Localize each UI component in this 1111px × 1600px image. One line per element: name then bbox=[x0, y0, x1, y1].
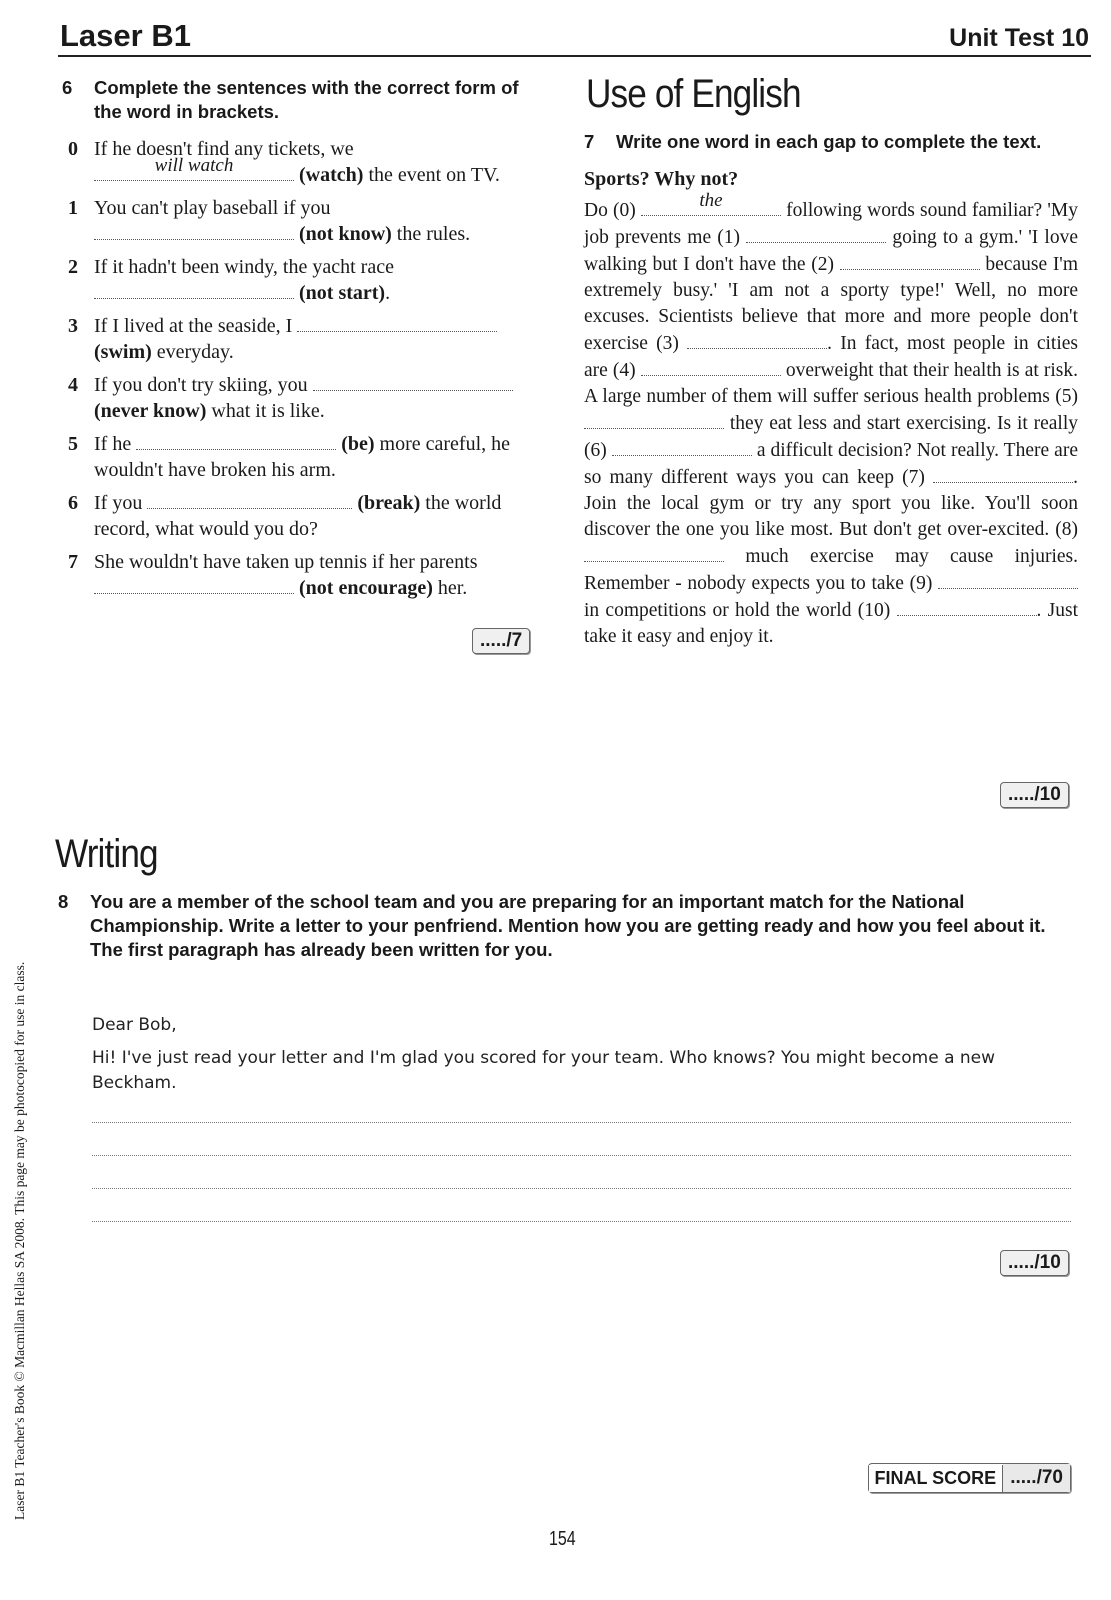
task6-item-7: 7 She wouldn't have taken up tennis if her parents (not encourage) her. bbox=[68, 551, 478, 599]
task6-instruction: 6 Complete the sentences with the correct form of the word in brackets. bbox=[62, 77, 519, 122]
task8-score-box: ...../10 bbox=[1000, 1250, 1069, 1276]
header-rule bbox=[58, 55, 1091, 57]
answer-gap[interactable]: will watch bbox=[94, 162, 294, 181]
unit-title: Unit Test 10 bbox=[949, 24, 1089, 52]
cloze-gap-0[interactable]: the bbox=[641, 197, 781, 216]
task8-section bbox=[58, 890, 1078, 962]
cloze-gap-2[interactable] bbox=[840, 251, 980, 270]
task6-item-1: 1 You can't play baseball if you (not know) the rules. bbox=[68, 197, 471, 245]
book-title: Laser B1 bbox=[60, 18, 191, 53]
task7-score-box: ...../10 bbox=[1000, 782, 1069, 808]
cloze-gap-1[interactable] bbox=[746, 224, 886, 243]
task6-score-box: ...../7 bbox=[472, 628, 530, 654]
letter-paragraph: Hi! I've just read your letter and I'm glad you scored for your team. Who knows? You might become a new Beckham. bbox=[92, 1048, 996, 1093]
final-score-value: ...../70 bbox=[1003, 1464, 1070, 1492]
writing-line[interactable] bbox=[92, 1122, 1071, 1123]
cloze-gap-3[interactable] bbox=[687, 330, 827, 349]
task6-item-6: 6 If you (break) the world record, what would you do? bbox=[68, 492, 502, 540]
page-number: 154 bbox=[549, 1528, 576, 1550]
task6-section bbox=[62, 76, 552, 608]
task7-section bbox=[584, 130, 1078, 650]
cloze-gap-6[interactable] bbox=[612, 437, 752, 456]
task6-item-4: 4 If you don't try skiing, you (never know) what it is like. bbox=[62, 372, 552, 424]
cloze-gap-9[interactable] bbox=[938, 570, 1078, 589]
answer-gap[interactable] bbox=[94, 221, 294, 240]
section-title-use-of-english: Use of English bbox=[586, 72, 801, 116]
answer-gap[interactable] bbox=[313, 372, 513, 391]
letter-start bbox=[92, 1013, 1072, 1096]
task6-item-0: 0 If he doesn't find any tickets, we will watch (watch) the event on TV. bbox=[68, 138, 500, 186]
final-score-box bbox=[868, 1463, 1072, 1493]
cloze-gap-8[interactable] bbox=[584, 543, 724, 562]
copyright-note: Laser B1 Teacher's Book © Macmillan Hellas SA 2008. This page may be photocopied for use in class. bbox=[12, 961, 27, 1520]
answer-gap[interactable] bbox=[94, 280, 294, 299]
final-score-label: FINAL SCORE bbox=[869, 1465, 1004, 1492]
answer-gap[interactable] bbox=[136, 431, 336, 450]
writing-line[interactable] bbox=[92, 1221, 1071, 1222]
task6-item-2: 2 If it hadn't been windy, the yacht race (not start). bbox=[68, 256, 394, 304]
writing-line[interactable] bbox=[92, 1155, 1071, 1156]
cloze-gap-7[interactable] bbox=[933, 464, 1073, 483]
task8-instruction: 8 You are a member of the school team and you are preparing for an important match for the National Championship. Write a letter to your penfriend. Mention how you are getting ready and how you feel about it. The first paragraph has already been written for you. bbox=[58, 891, 1046, 960]
answer-gap[interactable] bbox=[147, 490, 352, 509]
cloze-gap-5[interactable] bbox=[584, 410, 724, 429]
section-title-writing: Writing bbox=[55, 832, 158, 876]
letter-salutation: Dear Bob, bbox=[92, 1015, 177, 1035]
writing-line[interactable] bbox=[92, 1188, 1071, 1189]
answer-gap[interactable] bbox=[94, 575, 294, 594]
cloze-gap-10[interactable] bbox=[897, 597, 1037, 616]
cloze-gap-4[interactable] bbox=[641, 357, 781, 376]
cloze-passage: Do (0) the following words sound familiar? 'My job prevents me (1) going to a gym.' 'I love walking but I don't have the (2) because I'm extremely busy.' 'I am not a sporty type!' Well, no more excuses. Scientists believe that more and more people don't exercise (3) . In fact, most people in cities are (4) overweight that their health is at risk. A large number of them will suffer serious health problems (5) they eat less and start exercising. Is it really (6) a difficult decision? Not really. There are so many different ways you can keep (7) . Join the local gym or try any sport you like. You'll soon discover the one you like most. But don't get over-excited. (8) much exercise may cause injuries. Remember - nobody expects you to take (9) in competitions or hold the world (10) . Just take it easy and enjoy it. bbox=[584, 190, 1079, 647]
task6-item-3: 3 If I lived at the seaside, I (swim) everyday. bbox=[62, 313, 552, 365]
task7-instruction: 7 Write one word in each gap to complete the text. bbox=[584, 131, 1042, 152]
task6-item-5: 5 If he (be) more careful, he wouldn't have broken his arm. bbox=[68, 433, 511, 481]
text-title: Sports? Why not? bbox=[584, 168, 739, 190]
answer-gap[interactable] bbox=[297, 313, 497, 332]
